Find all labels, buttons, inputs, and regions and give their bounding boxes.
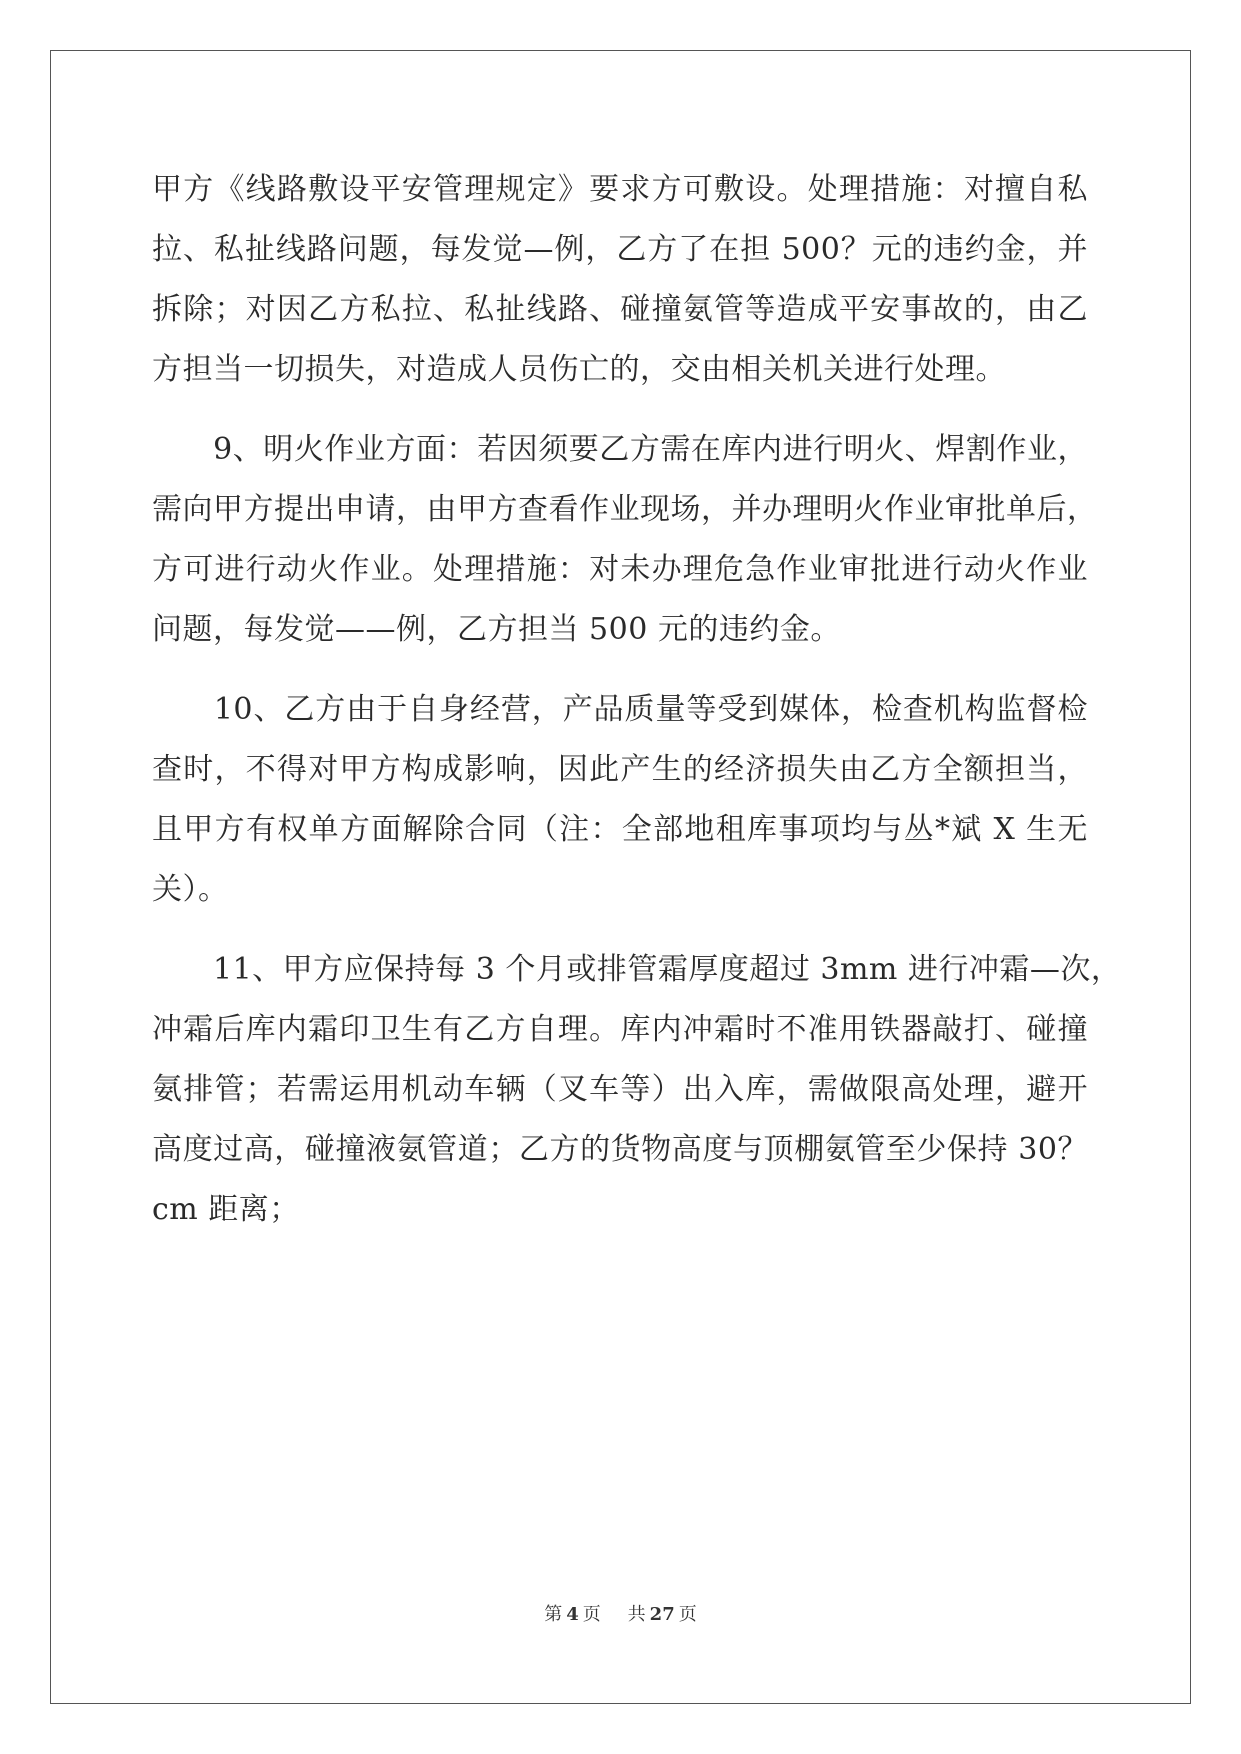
text-line: 拉、私扯线路问题，每发觉—例，乙方了在担 500？元的违约金，并 [152,232,1088,267]
text-line: 查时，不得对甲方构成影响，因此产生的经济损失由乙方全额担当， [152,752,1088,787]
text-line: 方可进行动火作业。处理措施：对未办理危急作业审批进行动火作业 [152,552,1088,587]
text-line: 冲霜后库内霜印卫生有乙方自理。库内冲霜时不准用铁器敲打、碰撞 [152,1012,1088,1047]
footer-total-suffix: 页 [678,1604,697,1625]
footer-total-prefix: 共 [627,1604,646,1625]
text-line: 且甲方有权单方面解除合同（注：全部地租库事项均与丛*斌 X 生无 [152,812,1088,847]
text-line: 方担当一切损失，对造成人员伤亡的，交由相关机关进行处理。 [152,352,1006,387]
footer-prefix: 第 [544,1604,563,1625]
text-line: 需向甲方提出申请，由甲方查看作业现场，并办理明火作业审批单后， [152,492,1098,527]
footer-total-pages: 27 [649,1604,675,1625]
text-line: 关）。 [152,872,229,907]
text-line: 甲方《线路敷设平安管理规定》要求方可敷设。处理措施：对擅自私 [152,172,1088,207]
text-line: 高度过高，碰撞液氨管道；乙方的货物高度与顶棚氨管至少保持 30？ [152,1132,1088,1167]
text-line: 11、甲方应保持每 3 个月或排管霜厚度超过 3mm 进行冲霜—次， [152,952,1122,987]
page-footer [0,1600,1241,1626]
footer-page-suffix: 页 [582,1604,601,1625]
text-line: 问题，每发觉——例，乙方担当 500 元的违约金。 [152,612,841,647]
text-line: 氨排管；若需运用机动车辆（叉车等）出入库，需做限高处理，避开 [152,1072,1088,1107]
footer-page-number: 4 [566,1604,579,1625]
document-body [152,160,1122,1240]
text-line: 9、明火作业方面：若因须要乙方需在库内进行明火、焊割作业， [152,432,1088,467]
text-line: 10、乙方由于自身经营，产品质量等受到媒体，检查机构监督检 [152,692,1088,727]
text-line: cm 距离； [152,1192,300,1227]
text-line: 拆除；对因乙方私拉、私扯线路、碰撞氨管等造成平安事故的，由乙 [152,292,1088,327]
